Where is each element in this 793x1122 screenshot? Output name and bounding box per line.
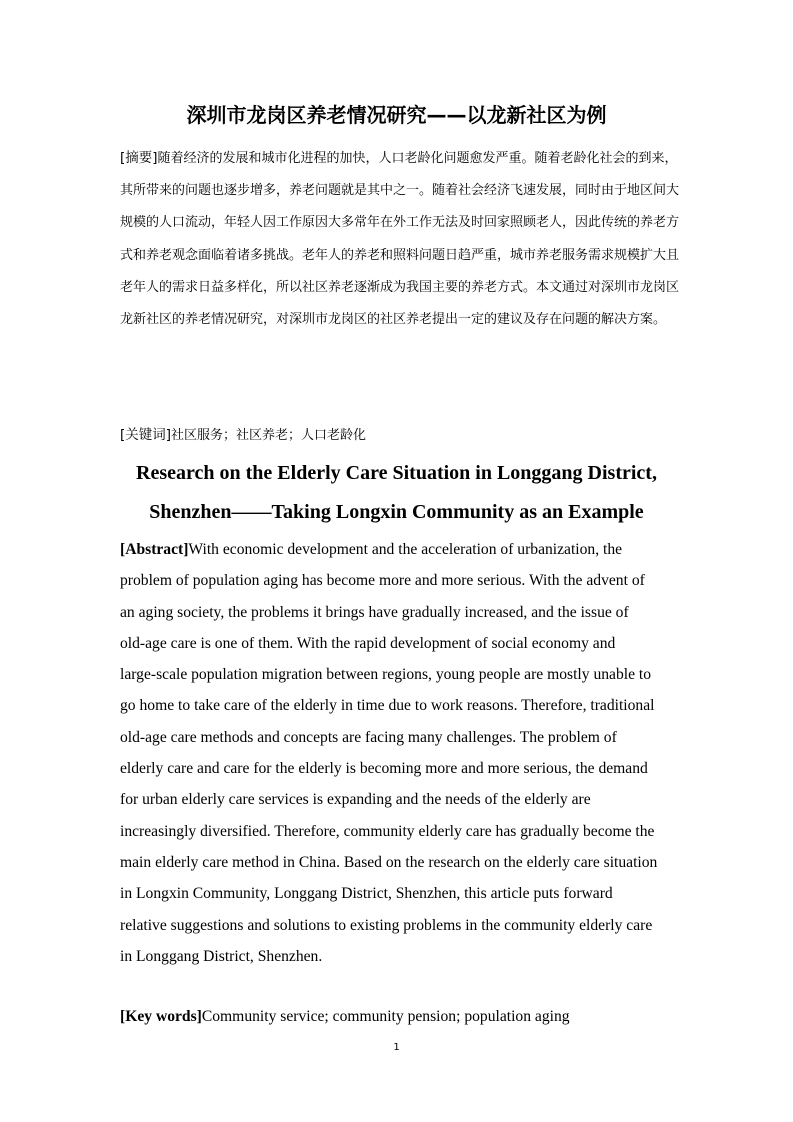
chinese-keywords-text: 社区服务；社区养老；人口老龄化	[171, 428, 367, 443]
english-abstract	[120, 534, 700, 972]
english-title	[0, 454, 793, 532]
english-abstract-label: [Abstract]	[120, 541, 189, 558]
english-abstract-line: elderly care and care for the elderly is becoming more and more serious, the demand	[120, 760, 648, 778]
english-abstract-line: relative suggestions and solutions to existing problems in the community elderly care	[120, 916, 653, 934]
english-abstract-line: go home to take care of the elderly in time due to work reasons. Therefore, traditional	[120, 697, 655, 715]
chinese-abstract-label: [摘要]	[120, 150, 158, 166]
english-abstract-line: increasingly diversified. Therefore, community elderly care has gradually become the	[120, 822, 655, 840]
english-keywords-text: Community service; community pension; population aging	[201, 1008, 570, 1025]
english-abstract-line-text: With economic development and the acceleration of urbanization, the	[188, 541, 623, 558]
english-abstract-line: large-scale population migration between regions, young people are mostly unable to	[120, 666, 652, 684]
english-abstract-line: for urban elderly care services is expanding and the needs of the elderly are	[120, 791, 591, 809]
english-abstract-line: old-age care methods and concepts are facing many challenges. The problem of	[120, 728, 617, 746]
english-title-line-1: Research on the Elderly Care Situation in Longgang District,	[136, 462, 657, 484]
chinese-title: 深圳市龙岗区养老情况研究——以龙新社区为例	[186, 103, 607, 127]
english-keywords-label: [Key words]	[120, 1008, 202, 1025]
chinese-keywords	[120, 421, 680, 450]
chinese-keywords-label: [关键词]	[120, 427, 172, 443]
english-abstract-line: an aging society, the problems it brings have gradually increased, and the issue of	[120, 603, 629, 621]
chinese-abstract-text: 随着经济的发展和城市化进程的加快，人口老龄化问题愈发严重。随着老龄化社会的到来，其所带来的问题也逐步增多，养老问题就是其中之一。随着社会经济飞速发展，同时由于地区间大规模的人口流动，年轻人因工作原因大多常年在外工作无法及时回家照顾老人，因此传统的养老方式和养老观念面临着诸多挑战。老年人的养老和照料问题日趋严重，城市养老服务需求规模扩大且老年人的需求日益多样化，所以社区养老逐渐成为我国主要的养老方式。本文通过对深圳市龙岗区龙新社区的养老情况研究，对深圳市龙岗区的社区养老提出一定的建议及存在问题的解决方案。	[120, 151, 680, 328]
english-abstract-line: in Longgang District, Shenzhen.	[120, 947, 323, 965]
english-abstract-line: old-age care is one of them. With the rapid development of social economy and	[120, 634, 616, 652]
english-title-line-2: Shenzhen——Taking Longxin Community as an Example	[149, 501, 644, 523]
english-abstract-line	[120, 534, 700, 565]
english-abstract-line: in Longxin Community, Longgang District, Shenzhen, this article puts forward	[120, 885, 613, 903]
english-keywords	[120, 1003, 700, 1031]
page-number: 1	[393, 1042, 400, 1053]
english-abstract-line: problem of population aging has become more and more serious. With the advent of	[120, 572, 645, 590]
english-abstract-line: main elderly care method in China. Based on the research on the elderly care situation	[120, 853, 658, 871]
chinese-abstract	[120, 142, 680, 336]
